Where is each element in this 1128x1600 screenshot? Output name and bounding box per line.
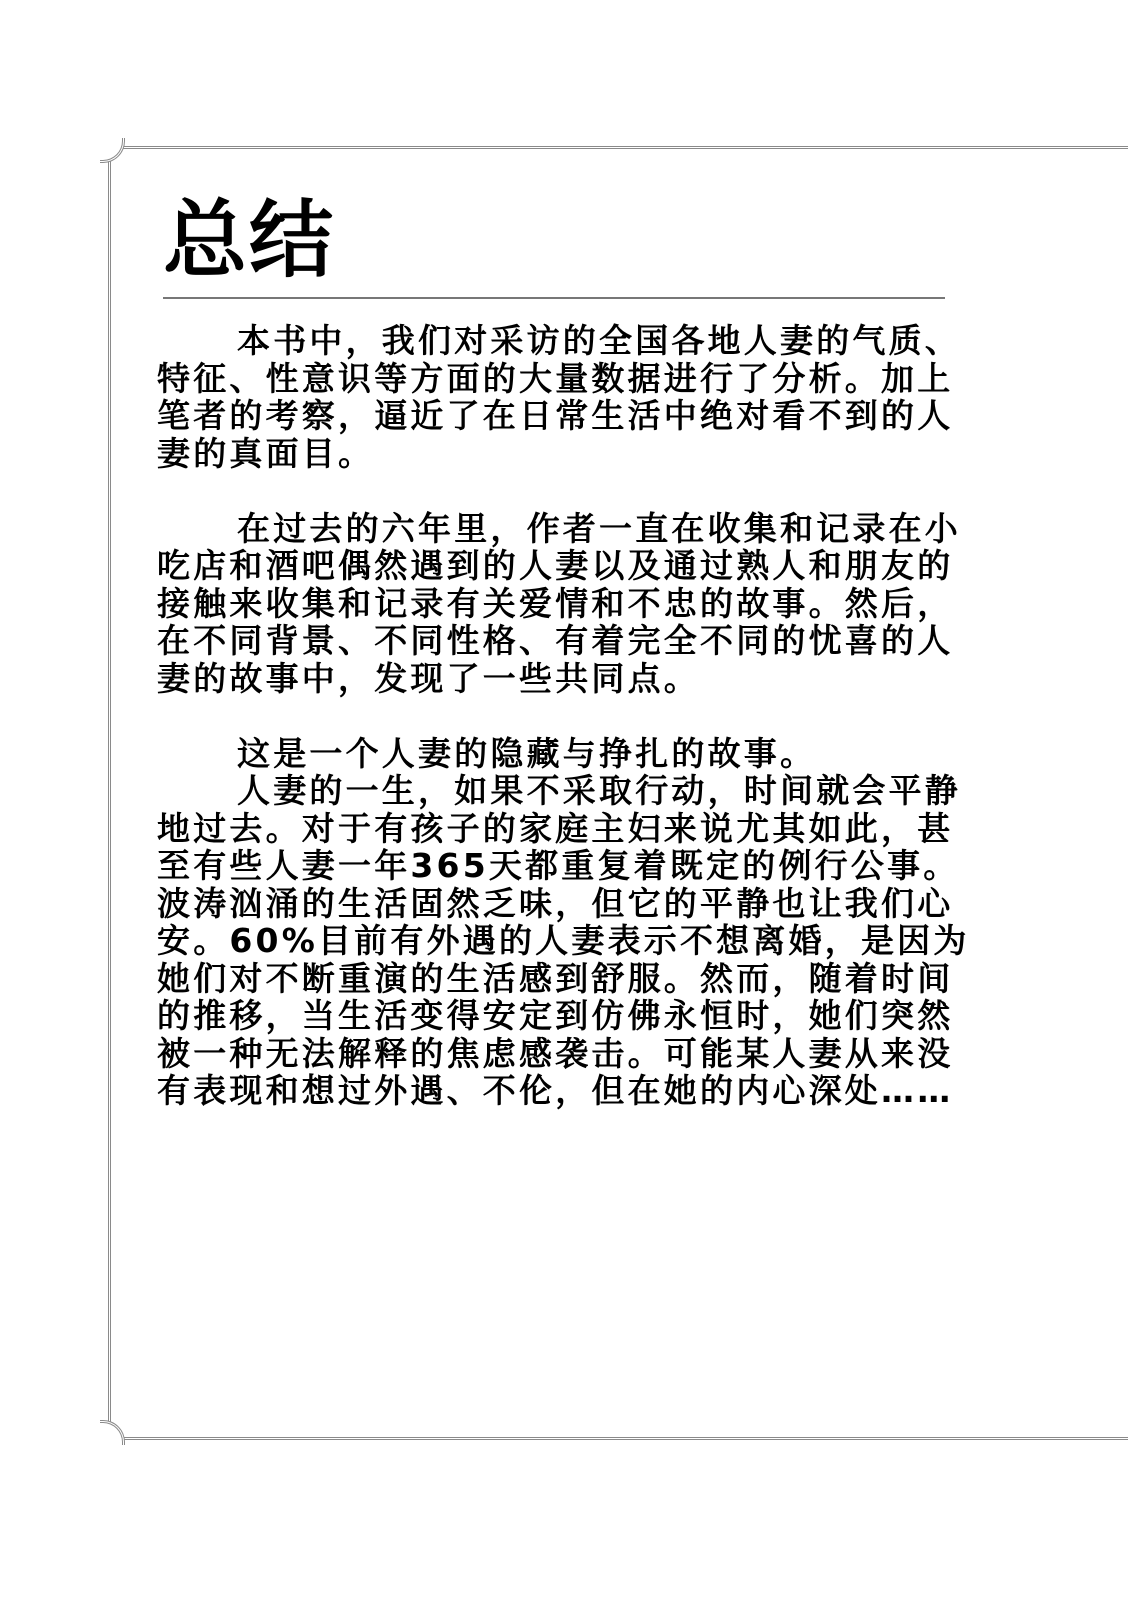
text-line: 在不同背景、不同性格、有着完全不同的忧喜的人 — [157, 621, 954, 660]
text-line: 的推移，当生活变得安定到仿佛永恒时，她们突然 — [157, 996, 954, 1035]
text-line: 笔者的考察，逼近了在日常生活中绝对看不到的人 — [157, 396, 954, 435]
text-line: 她们对不断重演的生活感到舒服。然而，随着时间 — [157, 958, 954, 998]
paragraph — [157, 510, 997, 698]
text-line: 波涛汹涌的生活固然乏味，但它的平静也让我们心 — [157, 883, 954, 923]
text-line: 吃店和酒吧偶然遇到的人妻以及通过熟人和朋友的 — [157, 546, 954, 585]
text-line: 妻的故事中，发现了一些共同点。 — [157, 658, 700, 698]
text-line: 妻的真面目。 — [157, 433, 375, 473]
text-line: 安。60%目前有外遇的人妻表示不想离婚，是因为 — [157, 921, 970, 960]
text-line: 接触来收集和记录有关爱情和不忠的故事。然后， — [157, 583, 954, 623]
text-line: 被一种无法解释的焦虑感袭击。可能某人妻从来没 — [157, 1033, 954, 1073]
text-line: 特征、性意识等方面的大量数据进行了分析。加上 — [157, 358, 954, 398]
page-title: 总结 — [163, 191, 336, 289]
text-line: 这是一个人妻的隐藏与挣扎的故事。 — [237, 733, 817, 773]
paragraph — [157, 735, 997, 773]
text-line: 人妻的一生，如果不采取行动，时间就会平静 — [237, 771, 961, 810]
text-line: 有表现和想过外遇、不伦，但在她的内心深处…… — [157, 1071, 954, 1110]
text-line: 地过去。对于有孩子的家庭主妇来说尤其如此，甚 — [157, 808, 954, 848]
text-line: 至有些人妻一年365天都重复着既定的例行公事。 — [157, 846, 960, 885]
text-line: 在过去的六年里，作者一直在收集和记录在小 — [237, 508, 961, 548]
paragraph — [157, 772, 997, 1110]
text-line: 本书中，我们对采访的全国各地人妻的气质、 — [237, 321, 961, 360]
body-text — [157, 322, 997, 1110]
paragraph — [157, 322, 997, 472]
title-divider — [163, 297, 945, 299]
